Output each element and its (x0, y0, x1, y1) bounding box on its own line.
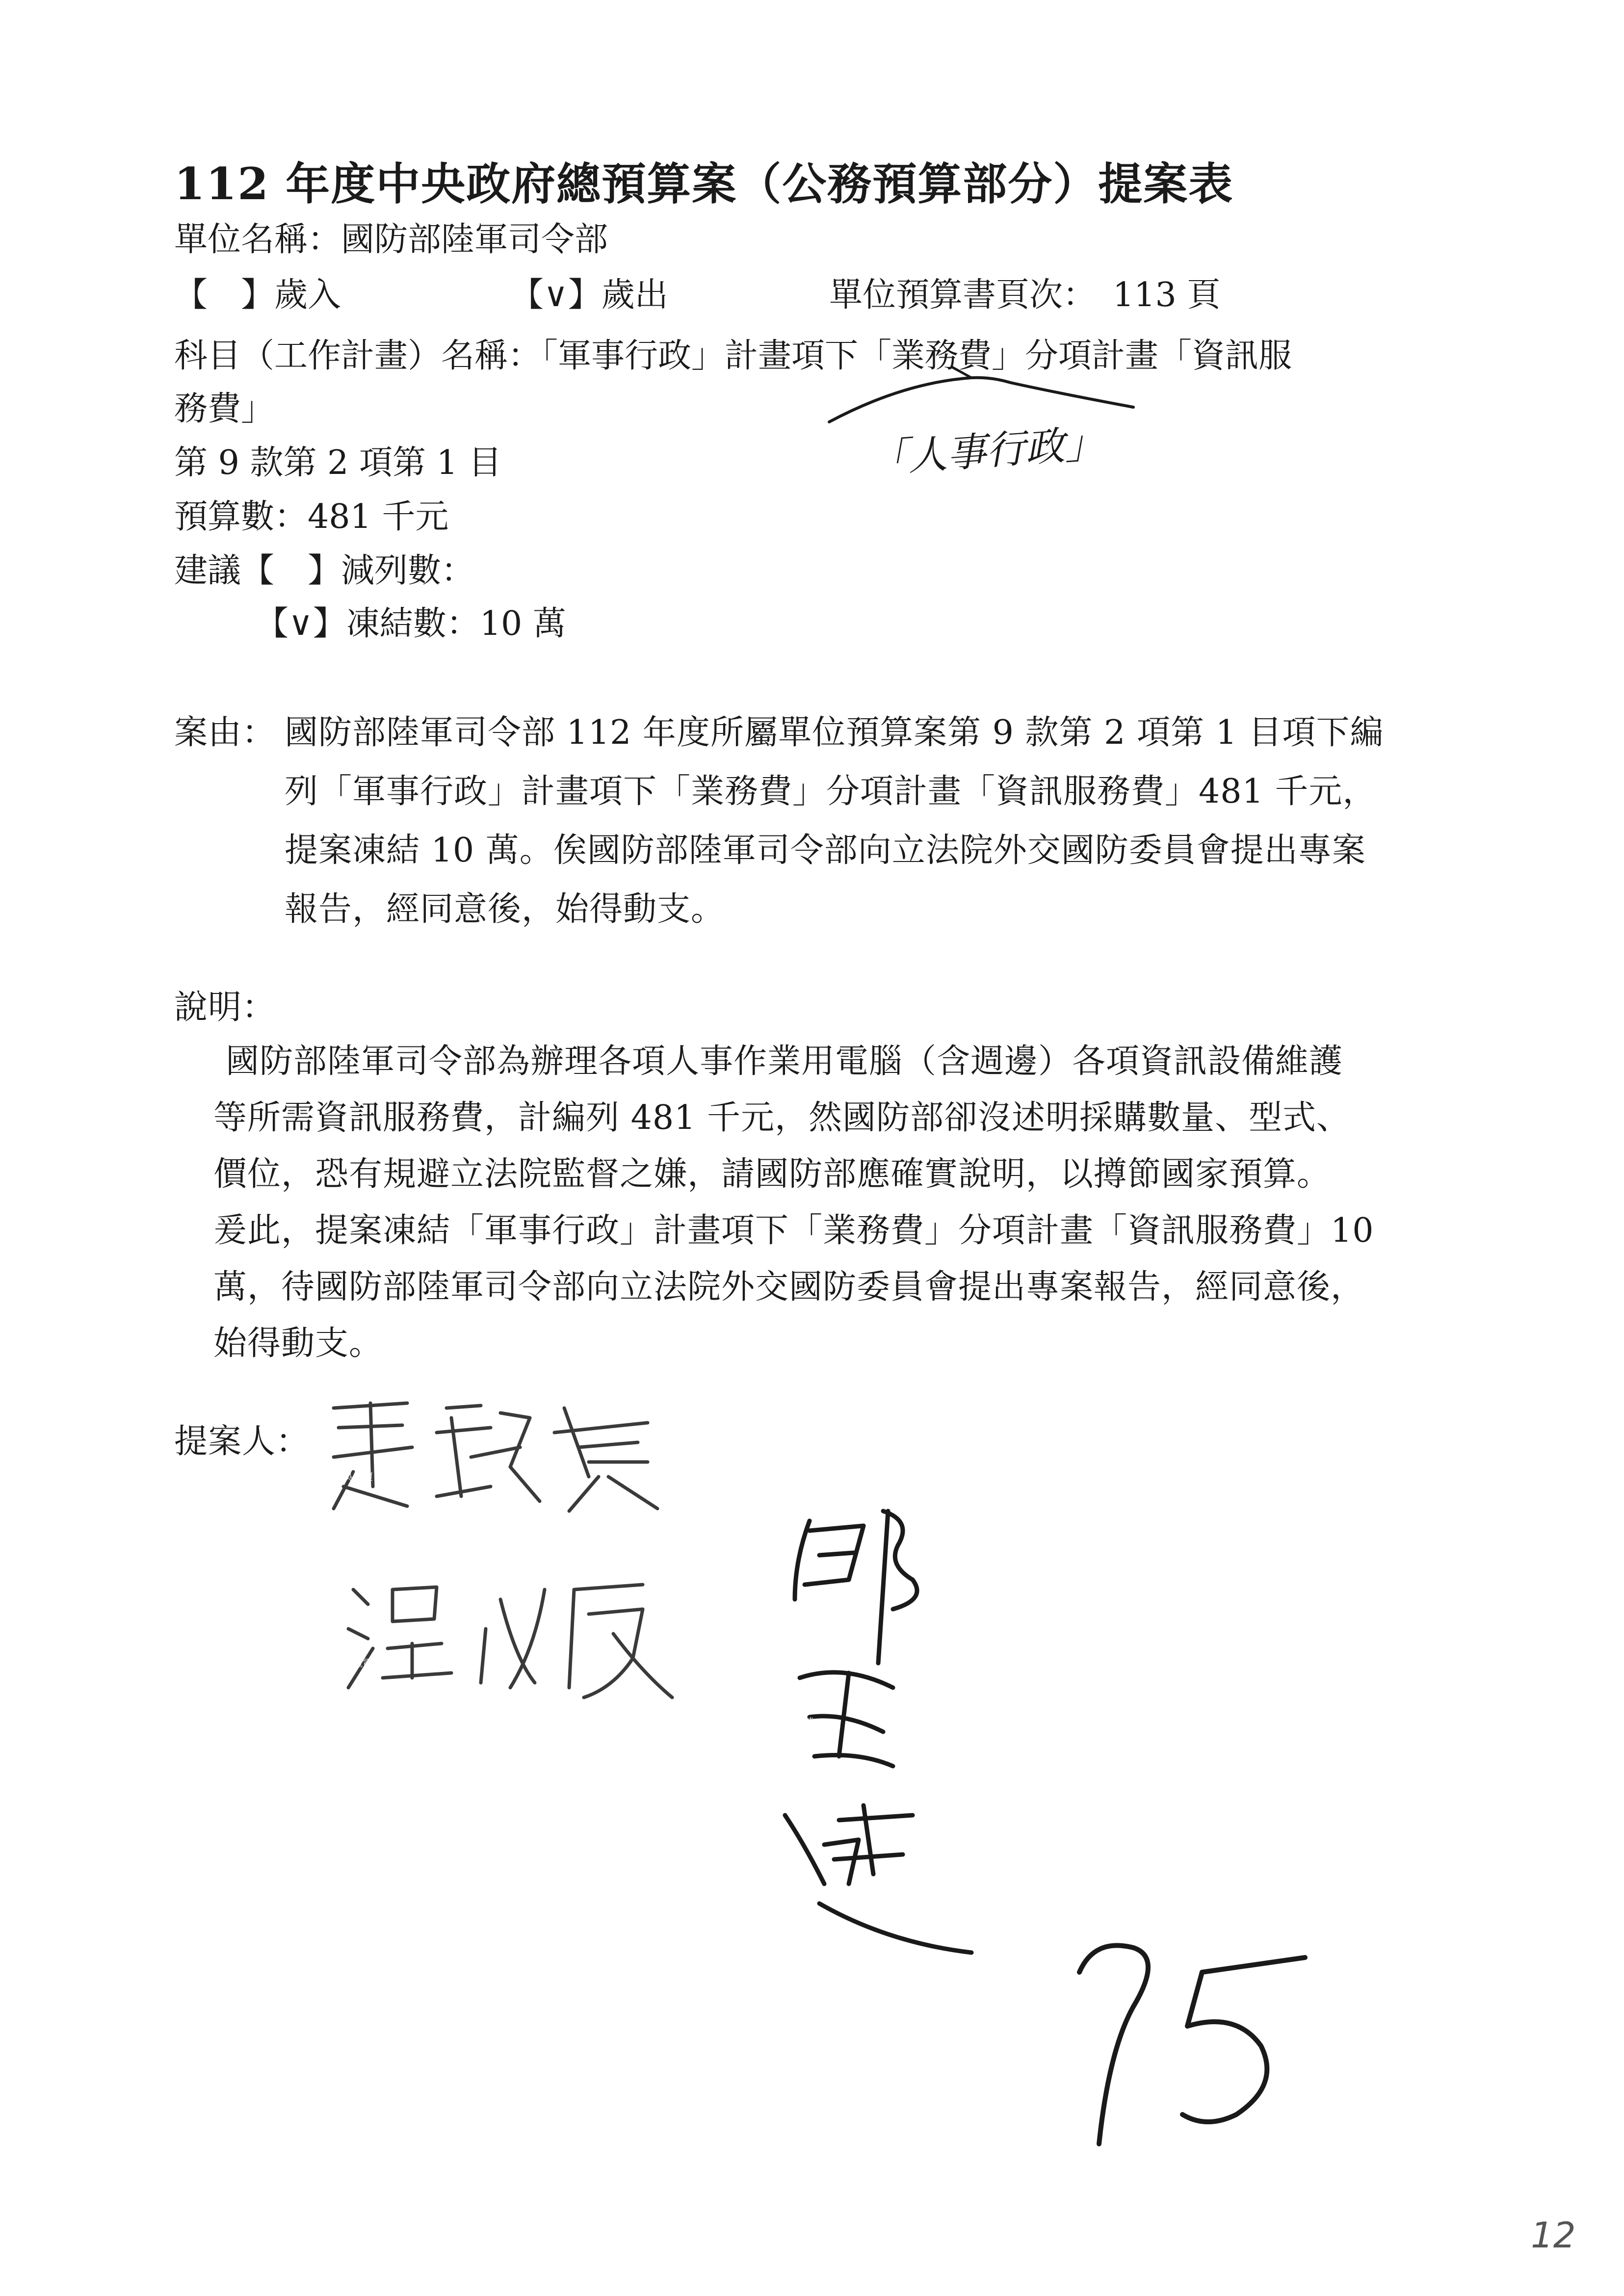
unit-name: 單位名稱：國防部陸軍司令部 (174, 220, 608, 259)
explanation-line: 等所需資訊服務費，計編列 481 千元，然國防部卻沒述明採購數量、型式、 (213, 1098, 1351, 1137)
page-number: 12 (1531, 2215, 1576, 2256)
signature-name-3: 邱臣遠 (785, 1716, 814, 1728)
explanation-line: 萬，待國防部陸軍司令部向立法院外交國防委員會提出專案報告，經同意後， (213, 1268, 1365, 1306)
signature-2 (339, 1560, 682, 1707)
suggest-freeze: 【∨】凍結數：10 萬 (255, 604, 566, 643)
case-line: 列「軍事行政」計畫項下「業務費」分項計畫「資訊服務費」481 千元， (285, 772, 1377, 811)
explanation-line: 國防部陸軍司令部為辦理各項人事作業用電腦（含週邊）各項資訊設備維護 (226, 1042, 1343, 1081)
budget-page-number: 單位預算書頁次： 113 頁 (829, 276, 1221, 314)
handwritten-correction-text: 「人事行政」 (867, 420, 1105, 482)
subject-line-2: 務費」 (174, 390, 275, 428)
proposer-label: 提案人： (174, 1422, 310, 1461)
case-line: 提案凍結 10 萬。俟國防部陸軍司令部向立法院外交國防委員會提出專案 (285, 831, 1366, 870)
explanation-label: 說明： (174, 988, 276, 1027)
explanation-line: 價位，恐有規避立法院監督之嫌，請國防部應確實說明，以撙節國家預算。 (213, 1155, 1331, 1194)
suggest-cut: 建議【 】減列數： (174, 551, 475, 590)
explanation-line: 爰此，提案凍結「軍事行政」計畫項下「業務費」分項計畫「資訊服務費」10 (213, 1211, 1374, 1250)
signature-3 (765, 1501, 981, 1967)
signature-name-1: 吳斯懷 (343, 1471, 373, 1483)
case-label: 案由： (174, 713, 276, 752)
form-title: 112 年度中央政府總預算案（公務預算部分）提案表 (174, 158, 1234, 210)
case-line: 報告，經同意後，始得動支。 (285, 890, 725, 929)
subject-line-1: 科目（工作計畫）名稱：「軍事行政」計畫項下「業務費」分項計畫「資訊服 (174, 337, 1292, 375)
section-number: 第 9 款第 2 項第 1 目 (174, 444, 502, 482)
explanation-line: 始得動支。 (213, 1324, 383, 1363)
expense-checkbox: 【∨】歲出 (510, 276, 668, 314)
case-line: 國防部陸軍司令部 112 年度所屬單位預算案第 9 款第 2 項第 1 目項下編 (285, 713, 1384, 752)
budget-amount: 預算數：481 千元 (174, 497, 449, 536)
handwritten-75-mark (1050, 1928, 1325, 2154)
handwritten-number-75: 75 (1158, 2011, 1164, 2016)
signature-1 (324, 1388, 667, 1516)
signature-name-2: 溫玉霞 (343, 1657, 373, 1669)
revenue-checkbox: 【 】歲入 (174, 276, 341, 314)
